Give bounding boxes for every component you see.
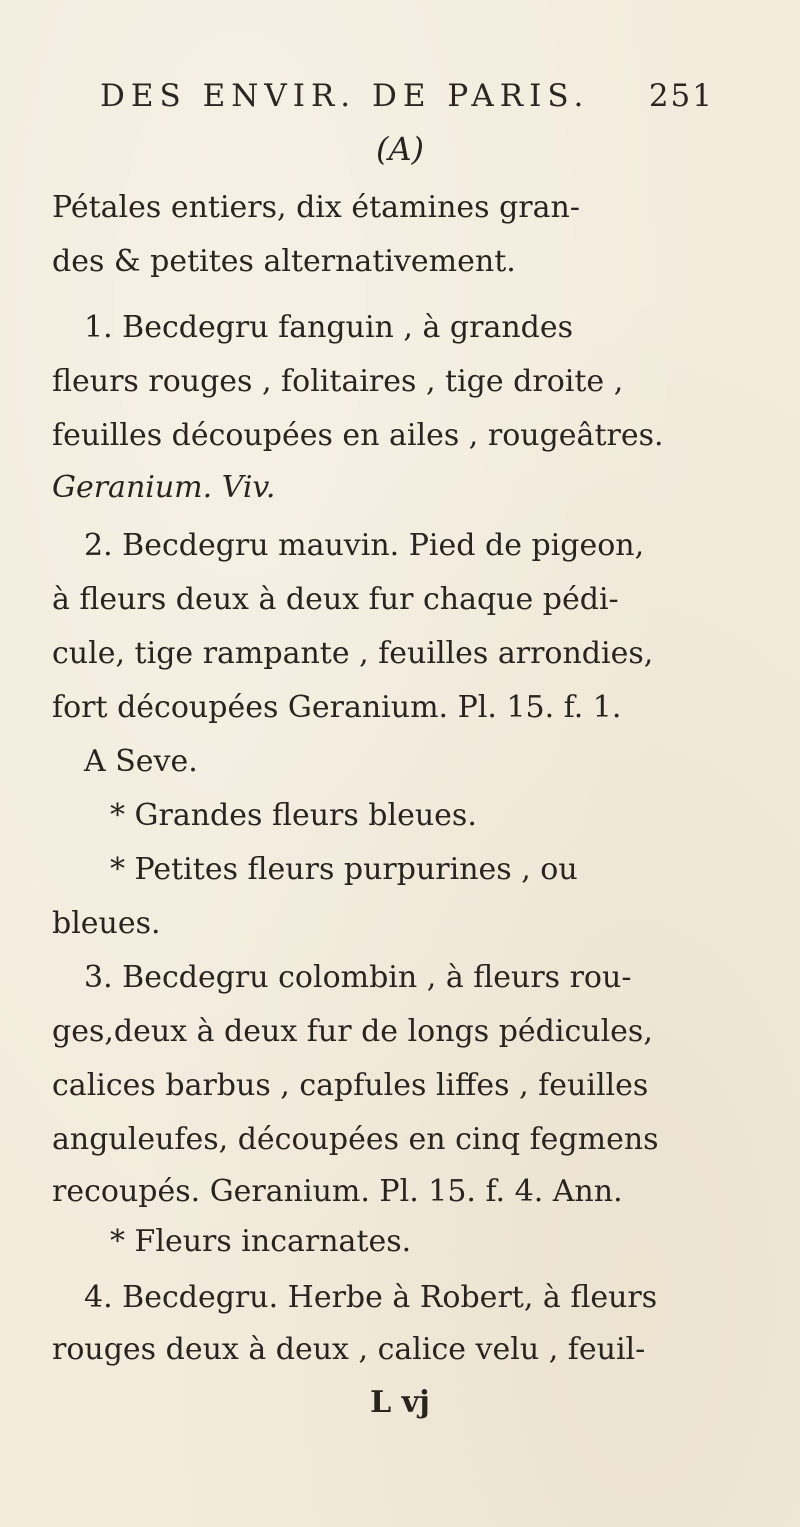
- signature-mark: L vj: [370, 1385, 430, 1420]
- text-line-5: feuilles découpées en ailes , rougeâtres.: [52, 418, 664, 453]
- text-line-10: fort découpées Geranium. Pl. 15. f. 1.: [52, 690, 622, 725]
- running-head-title: DES ENVIR. DE PARIS.: [100, 78, 590, 114]
- text-line-14: bleues.: [52, 906, 161, 941]
- text-line-11: A Seve.: [84, 744, 198, 779]
- text-line-9: cule, tige rampante , feuilles arrondies,: [52, 636, 654, 671]
- text-line-18: anguleufes, découpées en cinq fegmens: [52, 1122, 659, 1157]
- text-line-2: des & petites alternativement.: [52, 244, 516, 279]
- text-line-13: * Petites fleurs purpurines , ou: [110, 852, 578, 887]
- text-line-12: * Grandes fleurs bleues.: [110, 798, 477, 833]
- text-line-15: 3. Becdegru colombin , à fleurs rou-: [84, 960, 632, 995]
- text-line-17: calices barbus , capfules liffes , feuilles: [52, 1068, 649, 1103]
- text-line-20: * Fleurs incarnates.: [110, 1224, 412, 1259]
- text-line-4: fleurs rouges , folitaires , tige droite ,: [52, 364, 624, 399]
- page-number: 251: [648, 78, 714, 114]
- text-line-7: 2. Becdegru mauvin. Pied de pigeon,: [84, 528, 645, 563]
- running-head: [100, 78, 714, 122]
- section-mark: (A): [375, 130, 425, 168]
- text-line-3: 1. Becdegru fanguin , à grandes: [84, 310, 574, 345]
- text-line-19: recoupés. Geranium. Pl. 15. f. 4. Ann.: [52, 1174, 623, 1209]
- text-line-22: rouges deux à deux , calice velu , feuil-: [52, 1332, 646, 1367]
- text-line-1: Pétales entiers, dix étamines gran-: [52, 190, 580, 225]
- text-line-21: 4. Becdegru. Herbe à Robert, à fleurs: [84, 1280, 658, 1315]
- text-line-6: Geranium. Viv.: [52, 470, 276, 505]
- text-line-16: ges,deux à deux fur de longs pédicules,: [52, 1014, 653, 1049]
- text-line-8: à fleurs deux à deux fur chaque pédi-: [52, 582, 619, 617]
